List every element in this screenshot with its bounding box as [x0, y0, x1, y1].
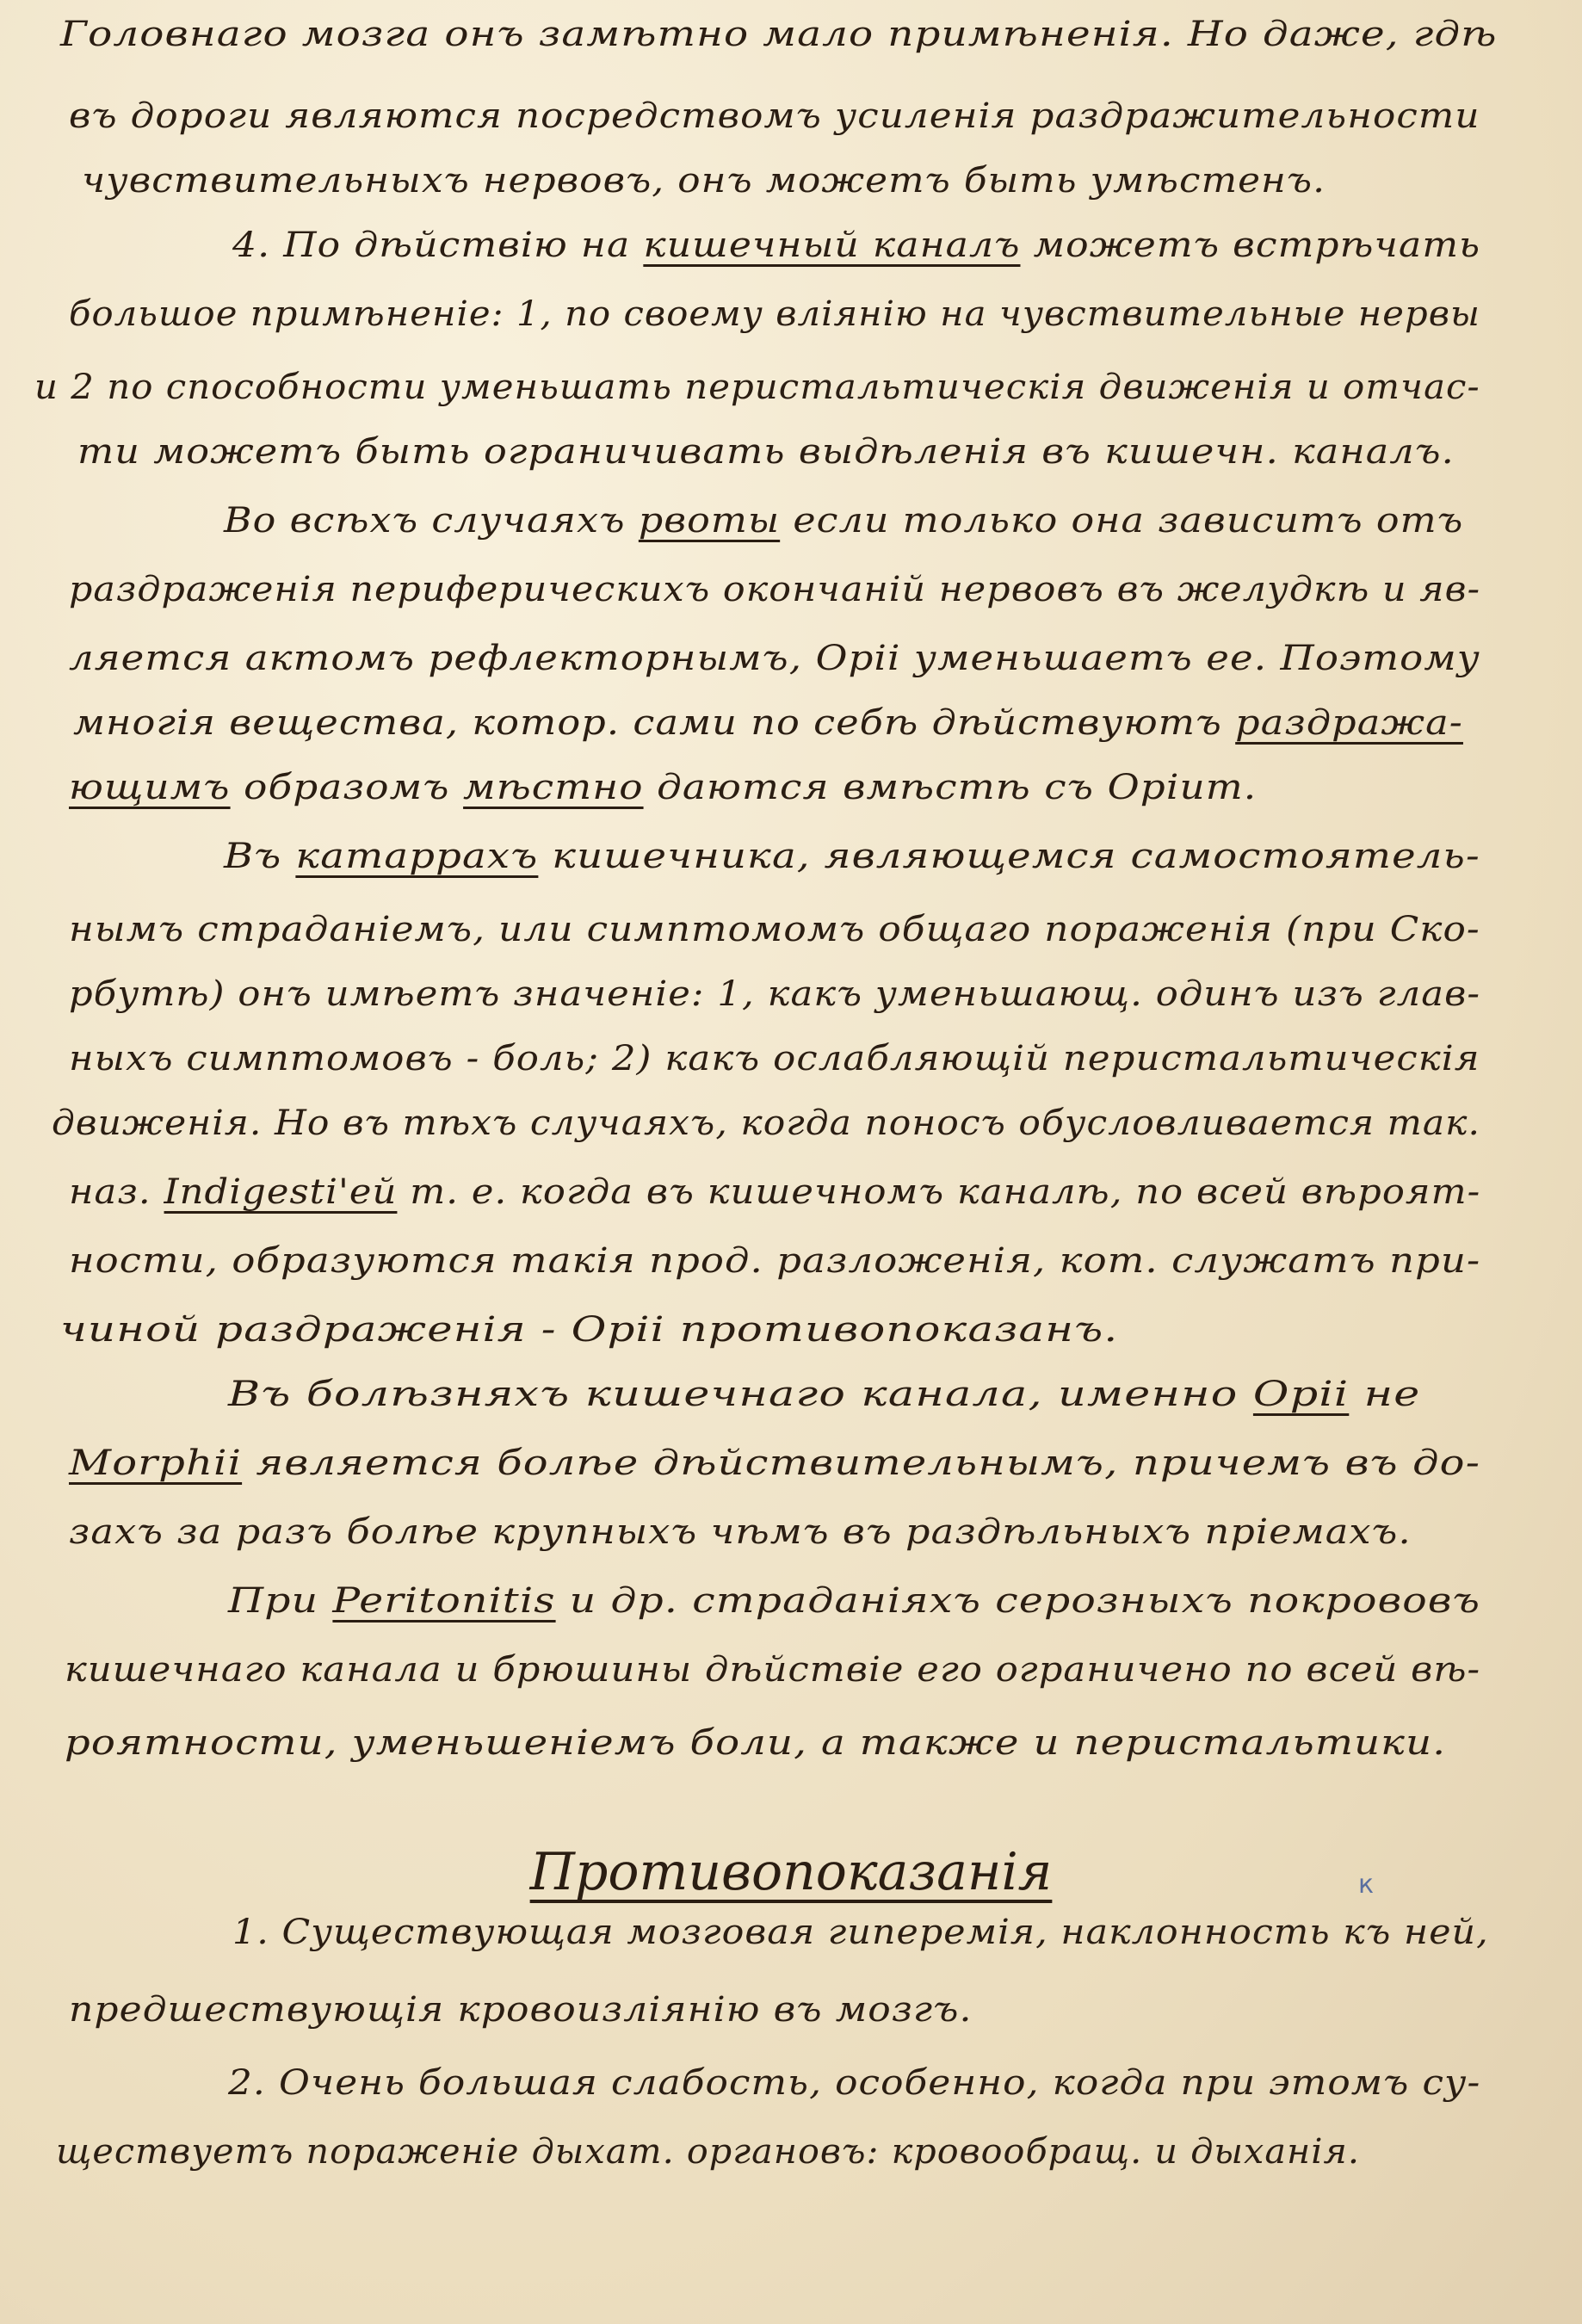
text-line: [228, 1377, 1421, 1412]
line-text: многія вещества, котор. сами по себѣ дѣйствуютъ: [73, 703, 1236, 743]
text-line: [69, 294, 1481, 334]
text-line: [69, 1241, 1481, 1281]
line-text: и 2 по способности уменьшать перистальтическія движенія и отчас-: [34, 368, 1480, 407]
line-text: наз.: [69, 1172, 164, 1212]
line-text: чиной раздраженія - Opii противопоказанъ.: [60, 1310, 1119, 1350]
line-text: можетъ встрѣчать: [1020, 226, 1481, 265]
line-text: является болѣе дѣйствительнымъ, причемъ въ до-: [242, 1443, 1481, 1483]
margin-pencil-mark: к: [1358, 1870, 1375, 1900]
underlined-term: ющимъ: [69, 768, 231, 807]
line-text: рбутѣ) онъ имѣетъ значеніе: 1, какъ уменьшающ. одинъ изъ глав-: [69, 974, 1480, 1014]
line-text: ности, образуются такія прод. разложенія, кот. служатъ при-: [69, 1241, 1481, 1281]
line-text: ти можетъ быть ограничивать выдѣленія въ кишечн. каналъ.: [77, 432, 1455, 472]
line-text: ляется актомъ рефлекторнымъ, Opii уменьшаетъ ее. Поэтому: [69, 639, 1480, 678]
line-text: 4. По дѣйствію на: [232, 226, 644, 265]
text-line: [228, 1581, 1481, 1621]
line-text: раздраженія периферическихъ окончаній нервовъ въ желудкѣ и яв-: [69, 570, 1481, 609]
line-text: Въ: [224, 837, 296, 876]
text-line: [77, 432, 1455, 472]
text-line: [60, 17, 1498, 52]
text-line: [69, 770, 1257, 805]
underlined-term: Opii: [1252, 1375, 1350, 1414]
underlined-term: катаррахъ: [295, 837, 539, 876]
underlined-term: рвоты: [638, 501, 781, 541]
text-line: [69, 912, 1480, 947]
line-text: большое примѣненіе: 1, по своему вліянію на чувствительные нервы: [69, 294, 1481, 334]
text-line: [69, 1990, 973, 2030]
text-line: [82, 161, 1326, 201]
line-text: и др. страданіяхъ серозныхъ покрововъ: [555, 1581, 1481, 1621]
line-text: ныхъ симптомовъ - боль; 2) какъ ослабляющій перистальтическія: [69, 1039, 1480, 1079]
text-line: [69, 1172, 1481, 1212]
text-line: [69, 641, 1480, 676]
underlined-term: раздража-: [1235, 703, 1463, 743]
line-text: кишечника, являющемся самостоятель-: [538, 837, 1480, 876]
line-text: образомъ: [230, 768, 464, 807]
line-text: предшествующія кровоизліянію въ мозгъ.: [69, 1990, 973, 2030]
line-text: если только она зависитъ отъ: [780, 501, 1464, 541]
underlined-term: кишечный каналъ: [643, 226, 1021, 265]
text-line: [228, 2063, 1481, 2103]
line-text: Въ болѣзняхъ кишечнаго канала, именно: [228, 1375, 1253, 1414]
text-line: [232, 228, 1480, 263]
text-line: [69, 1512, 1412, 1552]
line-text: При: [228, 1581, 333, 1621]
line-text: Во всѣхъ случаяхъ: [224, 501, 639, 541]
line-text: даются вмѣстѣ съ Opium.: [643, 768, 1258, 807]
text-line: [224, 839, 1480, 874]
line-text: не: [1349, 1375, 1421, 1414]
text-line: [69, 572, 1480, 607]
line-text: движенія. Но въ тѣхъ случаяхъ, когда поносъ обусловливается так.: [52, 1103, 1481, 1143]
underlined-term: Indigesti'ей: [164, 1172, 398, 1212]
text-line: [56, 2132, 1360, 2172]
line-text: ществуетъ пораженіе дыхат. органовъ: кровообращ. и дыханія.: [56, 2132, 1360, 2172]
text-line: [60, 1310, 1119, 1350]
line-text: захъ за разъ болѣе крупныхъ чѣмъ въ раздѣльныхъ пріемахъ.: [69, 1512, 1412, 1552]
text-line: [69, 974, 1480, 1014]
line-text: чувствительныхъ нервовъ, онъ можетъ быть умѣстенъ.: [82, 161, 1326, 201]
underlined-term: Peritonitis: [332, 1581, 556, 1621]
line-text: Головнаго мозга онъ замѣтно мало примѣненія. Но даже, гдѣ: [60, 15, 1498, 54]
underlined-term: Morphii: [69, 1443, 243, 1483]
line-text: т. е. когда въ кишечномъ каналѣ, по всей вѣроят-: [397, 1172, 1481, 1212]
line-text: 2. Очень большая слабость, особенно, когда при этомъ су-: [228, 2063, 1481, 2103]
text-line: [224, 501, 1464, 541]
line-text: въ дороги являются посредствомъ усиленія раздражительности: [69, 96, 1480, 136]
text-line: [52, 1103, 1481, 1143]
text-line: [232, 1915, 1489, 1950]
underlined-term: мѣстно: [463, 768, 644, 807]
text-line: [34, 370, 1480, 405]
line-text: 1. Существующая мозговая гиперемія, наклонность къ ней,: [232, 1913, 1489, 1952]
line-text: нымъ страданіемъ, или симптомомъ общаго пораженія (при Ско-: [69, 910, 1480, 949]
text-line: [69, 1443, 1481, 1483]
line-text: кишечнаго канала и брюшины дѣйствіе его ограничено по всей вѣ-: [65, 1650, 1481, 1690]
text-line: [65, 1650, 1481, 1690]
text-line: [69, 1039, 1480, 1079]
line-text: роятности, уменьшеніемъ боли, а также и перистальтики.: [65, 1723, 1447, 1763]
text-line: [73, 703, 1463, 743]
section-heading: Противопоказанія: [529, 1842, 1053, 1902]
text-line: [69, 96, 1480, 136]
text-line: [65, 1723, 1447, 1763]
